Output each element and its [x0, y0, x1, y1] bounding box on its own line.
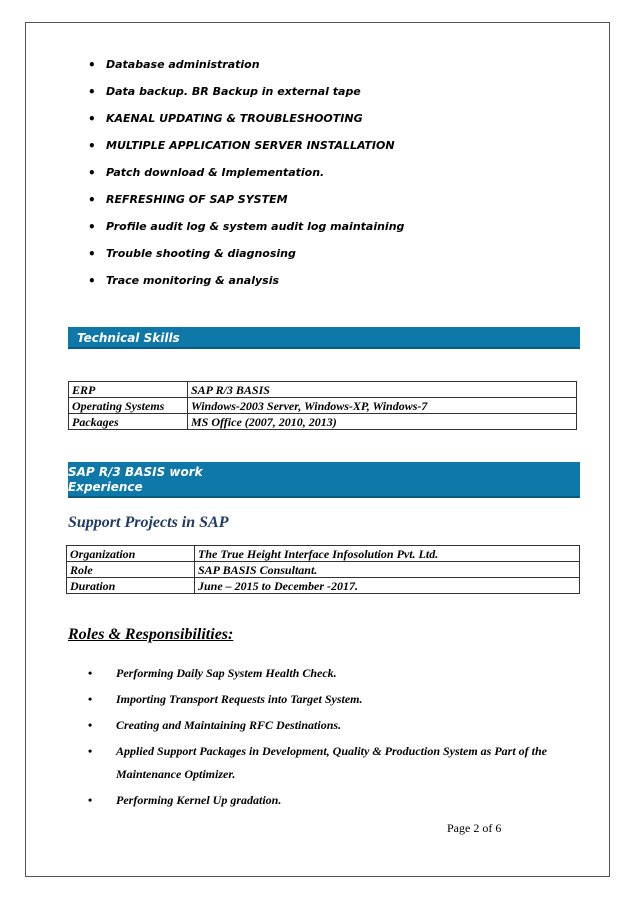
list-item — [88, 85, 404, 112]
bullet-icon: • — [88, 274, 96, 288]
project-details-table — [66, 545, 580, 594]
list-item — [88, 112, 404, 139]
table-row — [67, 578, 580, 594]
bullet-icon: • — [88, 666, 93, 680]
list-item — [88, 166, 404, 193]
table-cell-label: Role — [67, 562, 195, 578]
bullet-icon: • — [88, 744, 93, 758]
list-item — [88, 193, 404, 220]
list-item-text: REFRESHING OF SAP SYSTEM — [106, 193, 288, 206]
table-cell-label: Duration — [67, 578, 195, 594]
work-experience-heading-line1: SAP R/3 BASIS work — [68, 465, 203, 479]
bullet-icon: • — [88, 112, 96, 126]
table-cell-label: Organization — [67, 546, 195, 562]
list-item — [88, 58, 404, 85]
table-cell-value: The True Height Interface Infosolution Pvt. Ltd. — [195, 546, 580, 562]
table-row — [69, 382, 577, 398]
bullet-icon: • — [88, 692, 93, 706]
list-item-text: Importing Transport Requests into Target System. — [116, 692, 363, 706]
list-item — [88, 688, 568, 711]
work-experience-heading — [68, 462, 580, 498]
technical-skills-heading: Technical Skills — [68, 327, 580, 349]
table-cell-value: MS Office (2007, 2010, 2013) — [188, 414, 577, 430]
technical-skills-table — [68, 381, 577, 430]
list-item-text: Patch download & Implementation. — [106, 166, 325, 179]
list-item — [88, 714, 568, 737]
bullet-icon: • — [88, 193, 96, 207]
table-cell-value: SAP R/3 BASIS — [188, 382, 577, 398]
list-item-text: Creating and Maintaining RFC Destinations. — [116, 718, 342, 732]
table-row — [67, 562, 580, 578]
table-row — [69, 398, 577, 414]
list-item-text: Database administration — [106, 58, 260, 71]
list-item — [88, 789, 568, 812]
table-cell-value: Windows-2003 Server, Windows-XP, Windows-7 — [188, 398, 577, 414]
list-item-text: Data backup. BR Backup in external tape — [106, 85, 361, 98]
list-item — [88, 139, 404, 166]
list-item — [88, 662, 568, 685]
table-cell-value: June – 2015 to December -2017. — [195, 578, 580, 594]
table-cell-label: ERP — [69, 382, 188, 398]
bullet-icon: • — [88, 85, 96, 99]
table-row — [69, 414, 577, 430]
bullet-icon: • — [88, 58, 96, 72]
table-cell-label: Packages — [69, 414, 188, 430]
list-item — [88, 274, 404, 301]
list-item-text: Trouble shooting & diagnosing — [106, 247, 296, 260]
table-cell-label: Operating Systems — [69, 398, 188, 414]
bullet-icon: • — [88, 139, 96, 153]
bullet-icon: • — [88, 220, 96, 234]
bullet-icon: • — [88, 793, 93, 807]
bullet-icon: • — [88, 166, 96, 180]
list-item-text: Performing Kernel Up gradation. — [116, 793, 282, 807]
roles-bullet-list — [88, 662, 568, 815]
list-item-text: Performing Daily Sap System Health Check. — [116, 666, 337, 680]
work-experience-heading-line2: Experience — [68, 480, 143, 494]
list-item-text: Applied Support Packages in Development, Quality & Production System as Part of the Maintenance Optimizer. — [116, 744, 547, 781]
skills-bullet-list — [88, 58, 404, 301]
list-item-text: MULTIPLE APPLICATION SERVER INSTALLATION — [106, 139, 395, 152]
roles-title: Roles & Responsibilities: — [68, 626, 234, 643]
list-item — [88, 247, 404, 274]
list-item-text: Trace monitoring & analysis — [106, 274, 280, 287]
list-item-text: KAENAL UPDATING & TROUBLESHOOTING — [106, 112, 363, 125]
list-item — [88, 220, 404, 247]
support-projects-title: Support Projects in SAP — [68, 514, 229, 531]
bullet-icon: • — [88, 718, 93, 732]
list-item-text: Profile audit log & system audit log maintaining — [106, 220, 405, 233]
page-number: Page 2 of 6 — [447, 821, 502, 835]
list-item — [88, 740, 568, 786]
table-row — [67, 546, 580, 562]
bullet-icon: • — [88, 247, 96, 261]
table-cell-value: SAP BASIS Consultant. — [195, 562, 580, 578]
